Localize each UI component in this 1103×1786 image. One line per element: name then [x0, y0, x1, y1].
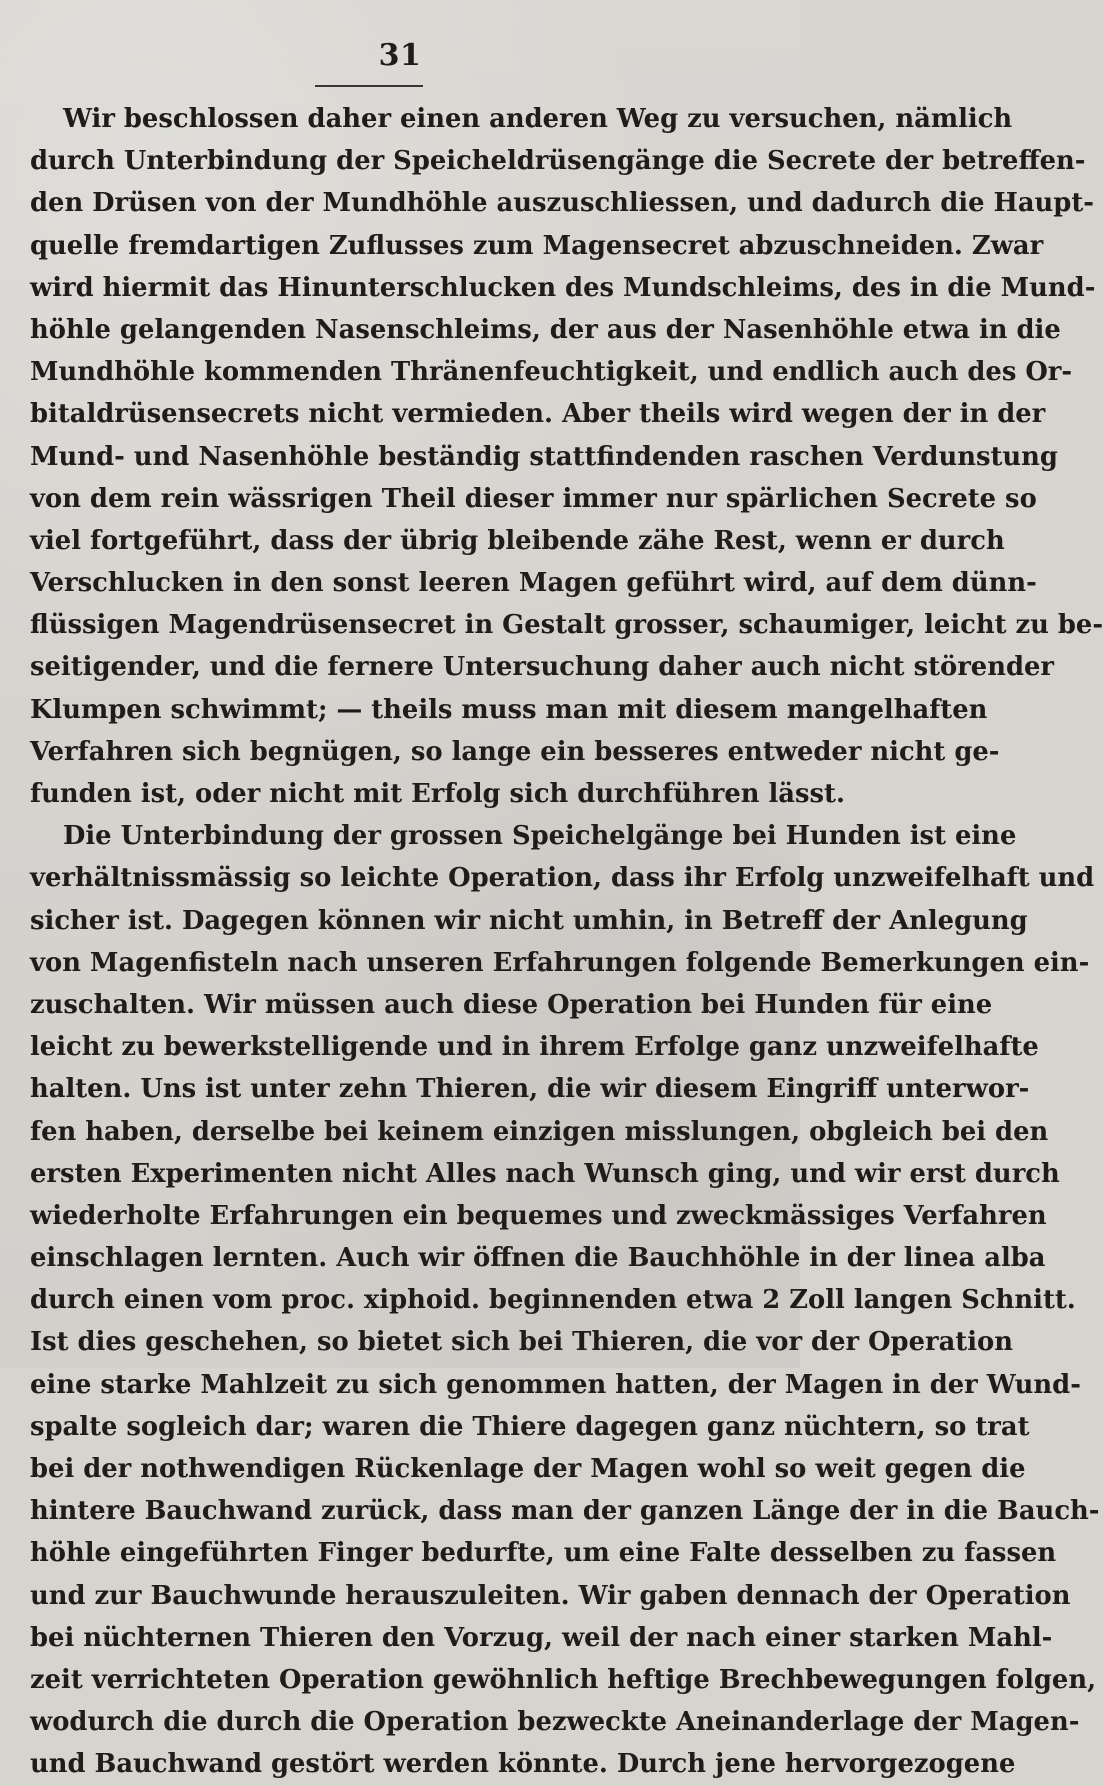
text-line: halten. Uns ist unter zehn Thieren, die wir diesem Eingriff unterwor- — [30, 1074, 1030, 1105]
text-line: verhältnissmässig so leichte Operation, dass ihr Erfolg unzweifelhaft und — [30, 863, 1095, 894]
text-line: eine starke Mahlzeit zu sich genommen hatten, der Magen in der Wund- — [30, 1369, 1081, 1400]
text-line: ersten Experimenten nicht Alles nach Wunsch ging, und wir erst durch — [30, 1158, 1060, 1189]
text-line: quelle fremdartigen Zuflusses zum Magensecret abzuschneiden. Zwar — [30, 230, 1044, 261]
text-line: durch Unterbindung der Speicheldrüsengänge die Secrete der betreffen- — [30, 146, 1086, 177]
text-line: Mundhöhle kommenden Thränenfeuchtigkeit, und endlich auch des Or- — [30, 357, 1073, 388]
text-line: Wir beschlossen daher einen anderen Weg zu versuchen, nämlich — [63, 104, 1013, 134]
text-line: leicht zu bewerkstelligende und in ihrem Erfolge ganz unzweifelhafte — [30, 1032, 1039, 1063]
text-line: von Magenfisteln nach unseren Erfahrungen folgende Bemerkungen ein- — [30, 947, 1090, 978]
body-text — [30, 98, 1103, 1786]
text-line: von dem rein wässrigen Theil dieser immer nur spärlichen Secrete so — [30, 483, 1037, 514]
text-line: einschlagen lernten. Auch wir öffnen die Bauchhöhle in der linea alba — [30, 1243, 1046, 1274]
text-line: wiederholte Erfahrungen ein bequemes und zweckmässiges Verfahren — [30, 1200, 1047, 1231]
text-line: wird hiermit das Hinunterschlucken des Mundschleims, des in die Mund- — [30, 272, 1096, 303]
text-line: bei der nothwendigen Rückenlage der Magen wohl so weit gegen die — [30, 1454, 1026, 1484]
text-line: flüssigen Magendrüsensecret in Gestalt grosser, schaumiger, leicht zu be- — [30, 610, 1103, 641]
text-line: Verfahren sich begnügen, so lange ein besseres entweder nicht ge- — [30, 736, 1000, 767]
text-line: Klumpen schwimmt; — theils muss man mit diesem mangelhaften — [30, 694, 988, 725]
text-line: viel fortgeführt, dass der übrig bleibende zähe Rest, wenn er durch — [30, 525, 1005, 556]
text-line: durch einen vom proc. xiphoid. beginnenden etwa 2 Zoll langen Schnitt. — [30, 1285, 1076, 1316]
text-line: sicher ist. Dagegen können wir nicht umhin, in Betreff der Anlegung — [30, 905, 1028, 936]
text-line: zeit verrichteten Operation gewöhnlich heftige Brechbewegungen folgen, — [30, 1664, 1097, 1695]
text-line: Die Unterbindung der grossen Speichelgänge bei Hunden ist eine — [63, 821, 1017, 852]
text-line: den Drüsen von der Mundhöhle auszuschliessen, und dadurch die Haupt- — [30, 188, 1094, 219]
page-number-rule — [315, 85, 423, 87]
text-line: zuschalten. Wir müssen auch diese Operation bei Hunden für eine — [30, 989, 993, 1020]
page-number: 31 — [378, 38, 422, 73]
text-line: bitaldrüsensecrets nicht vermieden. Aber theils wird wegen der in der — [30, 399, 1046, 430]
text-line: hintere Bauchwand zurück, dass man der ganzen Länge der in die Bauch- — [30, 1496, 1100, 1527]
text-line: Verschlucken in den sonst leeren Magen geführt wird, auf dem dünn- — [30, 568, 1037, 599]
text-line: bei nüchternen Thieren den Vorzug, weil der nach einer starken Mahl- — [30, 1622, 1053, 1653]
text-line: und zur Bauchwunde herauszuleiten. Wir gaben dennach der Operation — [30, 1580, 1071, 1611]
text-line: seitigender, und die fernere Untersuchung daher auch nicht störender — [30, 652, 1055, 683]
text-line: Mund- und Nasenhöhle beständig stattfindenden raschen Verdunstung — [30, 441, 1058, 472]
text-line: fen haben, derselbe bei keinem einzigen misslungen, obgleich bei den — [30, 1116, 1049, 1147]
text-line: spalte sogleich dar; waren die Thiere dagegen ganz nüchtern, so trat — [30, 1411, 1030, 1442]
text-line: höhle eingeführten Finger bedurfte, um eine Falte desselben zu fassen — [30, 1538, 1057, 1569]
text-line: und Bauchwand gestört werden könnte. Durch jene hervorgezogene — [30, 1749, 1016, 1780]
text-line: wodurch die durch die Operation bezweckte Aneinanderlage der Magen- — [30, 1707, 1080, 1738]
text-line: funden ist, oder nicht mit Erfolg sich durchführen lässt. — [30, 779, 845, 809]
text-line: höhle gelangenden Nasenschleims, der aus der Nasenhöhle etwa in die — [30, 314, 1061, 345]
text-line: Ist dies geschehen, so bietet sich bei Thieren, die vor der Operation — [30, 1327, 1013, 1358]
